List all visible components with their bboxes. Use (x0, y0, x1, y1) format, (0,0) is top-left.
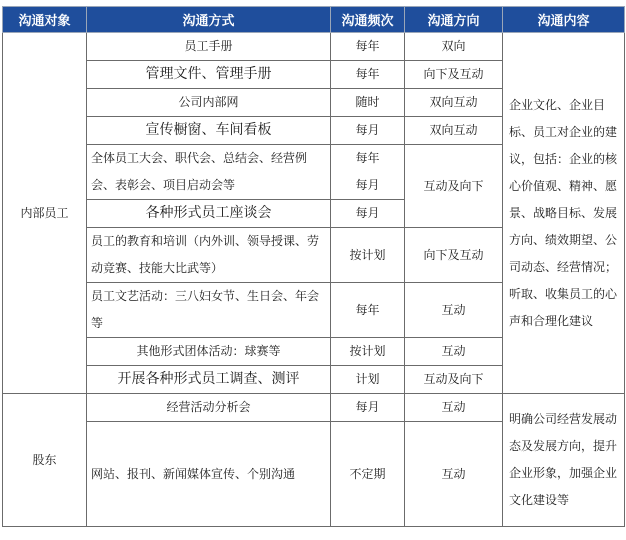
header-direction: 沟通方向 (405, 7, 503, 33)
content-internal (503, 33, 625, 394)
frequency-cell: 按计划 (331, 338, 405, 366)
method-cell: 各种形式员工座谈会 (87, 200, 331, 228)
direction-cell: 双向互动 (405, 117, 503, 145)
frequency-cell: 每月 (331, 172, 405, 200)
frequency-cell: 每月 (331, 394, 405, 422)
communication-table (2, 6, 625, 527)
header-content: 沟通内容 (503, 7, 625, 33)
frequency-cell: 每月 (331, 117, 405, 145)
header-frequency: 沟通频次 (331, 7, 405, 33)
frequency-cell: 每月 (331, 200, 405, 228)
content-shareholder (503, 394, 625, 527)
method-cell: 经营活动分析会 (87, 394, 331, 422)
header-method: 沟通方式 (87, 7, 331, 33)
frequency-cell: 随时 (331, 89, 405, 117)
frequency-cell: 不定期 (331, 422, 405, 527)
method-cell: 公司内部网 (87, 89, 331, 117)
frequency-cell: 每年 (331, 61, 405, 89)
direction-cell: 互动及向下 (405, 145, 503, 228)
frequency-cell: 每年 (331, 283, 405, 338)
direction-cell: 双向互动 (405, 89, 503, 117)
method-cell: 员工文艺活动：三八妇女节、生日会、年会等 (87, 283, 331, 338)
target-shareholder: 股东 (3, 394, 87, 527)
method-cell: 员工手册 (87, 33, 331, 61)
direction-cell: 互动 (405, 338, 503, 366)
method-cell: 网站、报刊、新闻媒体宣传、个别沟通 (87, 422, 331, 527)
table-row (3, 33, 625, 61)
direction-cell: 互动 (405, 283, 503, 338)
frequency-cell: 按计划 (331, 228, 405, 283)
header-row (3, 7, 625, 33)
header-target: 沟通对象 (3, 7, 87, 33)
frequency-cell: 每年 (331, 145, 405, 173)
table-row (3, 394, 625, 422)
direction-cell: 互动 (405, 394, 503, 422)
method-cell: 开展各种形式员工调查、测评 (87, 366, 331, 394)
frequency-cell: 计划 (331, 366, 405, 394)
direction-cell: 双向 (405, 33, 503, 61)
target-internal: 内部员工 (3, 33, 87, 394)
method-cell: 管理文件、管理手册 (87, 61, 331, 89)
method-cell: 宣传橱窗、车间看板 (87, 117, 331, 145)
content-text: 企业文化、企业目标、员工对企业的建议，包括：企业的核心价值观、精神、愿景、战略目标、发展方向、绩效期望、公司动态、经营情况；听取、收集员工的心声和合理化建议 (509, 97, 618, 328)
method-cell: 全体员工大会、职代会、总结会、经营例会、表彰会、项目启动会等 (87, 145, 331, 200)
frequency-cell: 每年 (331, 33, 405, 61)
direction-cell: 向下及互动 (405, 228, 503, 283)
method-cell: 员工的教育和培训（内外训、领导授课、劳动竞赛、技能大比武等） (87, 228, 331, 283)
direction-cell: 互动及向下 (405, 366, 503, 394)
method-cell: 其他形式团体活动：球赛等 (87, 338, 331, 366)
content-text: 明确公司经营发展动态及发展方向，提升企业形象，加强企业文化建设等 (509, 412, 618, 507)
direction-cell: 向下及互动 (405, 61, 503, 89)
direction-cell: 互动 (405, 422, 503, 527)
